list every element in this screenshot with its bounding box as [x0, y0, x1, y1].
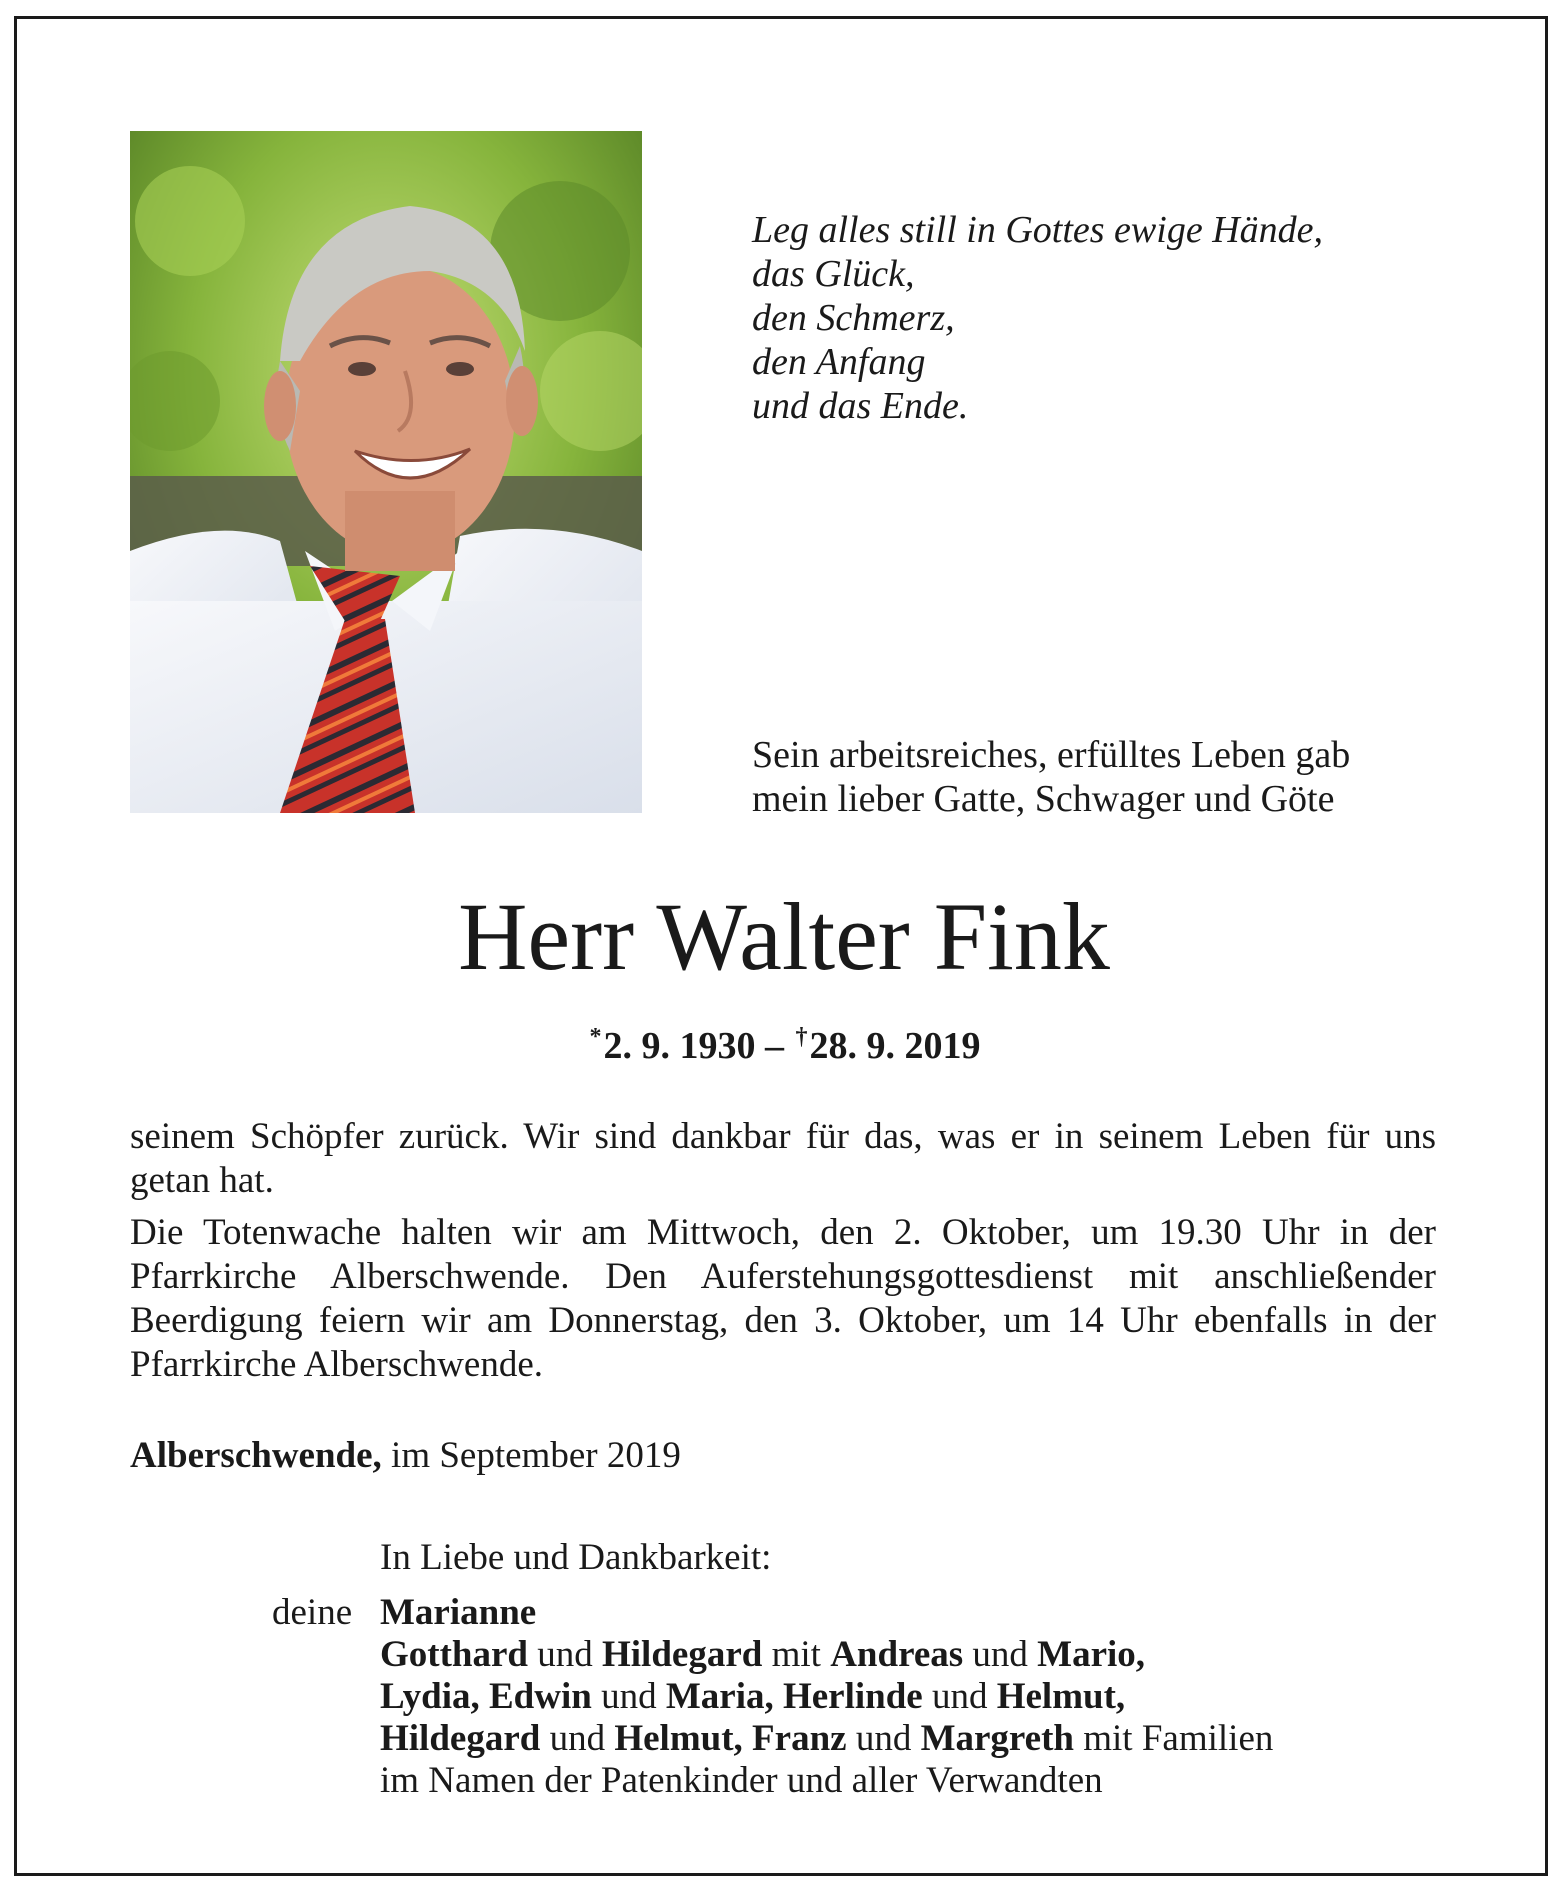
life-dates	[0, 1015, 1568, 1068]
signature-name: Helmut,	[996, 1676, 1126, 1717]
place-date	[130, 1434, 681, 1478]
signature-name: Gotthard	[380, 1634, 528, 1675]
intro-line: mein lieber Gatte, Schwager und Göte	[752, 778, 1335, 820]
poem-line: den Schmerz,	[752, 297, 955, 339]
body-paragraph: Die Totenwache halten wir am Mittwoch, den 2. Oktober, um 19.30 Uhr in der Pfarrkirche Alberschwende. Den Auferstehungsgottesdienst mit anschließender Beerdigung feiern wir am Donnerstag, den 3. Oktober, um 14 Uhr ebenfalls in der Pfarrkirche Alberschwende.	[130, 1212, 1436, 1385]
signature-line: im Namen der Patenkinder und aller Verwandten	[380, 1760, 1103, 1801]
poem	[752, 208, 1492, 428]
signature-line	[380, 1634, 1273, 1676]
body-paragraph: seinem Schöpfer zurück. Wir sind dankbar für das, was er in seinem Leben für uns getan hat.	[130, 1116, 1436, 1201]
date-dash: –	[765, 1025, 784, 1067]
signature-name: Andreas	[830, 1634, 964, 1675]
birth-date: 2. 9. 1930	[603, 1025, 756, 1067]
signature-name: Lydia, Edwin	[380, 1676, 592, 1717]
signature-connector: und	[931, 1676, 988, 1717]
signature-connector: und	[537, 1634, 593, 1675]
place-date-text: im September 2019	[391, 1435, 681, 1476]
body-text	[130, 1115, 1436, 1395]
death-date: 28. 9. 2019	[809, 1025, 981, 1067]
signature-name: Helmut, Franz	[614, 1718, 847, 1759]
intro-text	[752, 733, 1492, 821]
birth-symbol: *	[589, 1024, 602, 1050]
signature-prefix: deine	[272, 1592, 353, 1633]
signature-connector: mit	[771, 1634, 821, 1675]
signatures	[272, 1592, 1472, 1802]
signature-line	[380, 1718, 1273, 1760]
deceased-name: Herr Walter Fink	[458, 883, 1110, 990]
portrait-photo	[130, 131, 642, 813]
signature-name: Hildegard	[380, 1718, 541, 1759]
signature-connector: und	[972, 1634, 1028, 1675]
death-symbol: †	[795, 1024, 808, 1050]
signature-name: Hildegard	[602, 1634, 763, 1675]
signature-connector: und	[855, 1718, 912, 1759]
signature-connector: und	[601, 1676, 657, 1717]
signature-line	[380, 1592, 1273, 1634]
poem-line: den Anfang	[752, 341, 926, 383]
signature-line	[380, 1676, 1273, 1718]
poem-line: Leg alles still in Gottes ewige Hände,	[752, 209, 1324, 251]
signature-name: Maria, Herlinde	[665, 1676, 923, 1717]
intro-line: Sein arbeitsreiches, erfülltes Leben gab	[752, 734, 1351, 776]
signature-connector: mit Familien	[1083, 1718, 1274, 1759]
love-line: In Liebe und Dankbarkeit:	[380, 1537, 772, 1578]
poem-line: und das Ende.	[752, 385, 969, 427]
place-town: Alberschwende,	[130, 1435, 382, 1476]
signature-name: Mario,	[1037, 1634, 1146, 1675]
signature-connector: und	[549, 1718, 606, 1759]
signature-name: Marianne	[380, 1592, 537, 1633]
signature-name: Margreth	[920, 1718, 1074, 1759]
poem-line: das Glück,	[752, 253, 915, 295]
